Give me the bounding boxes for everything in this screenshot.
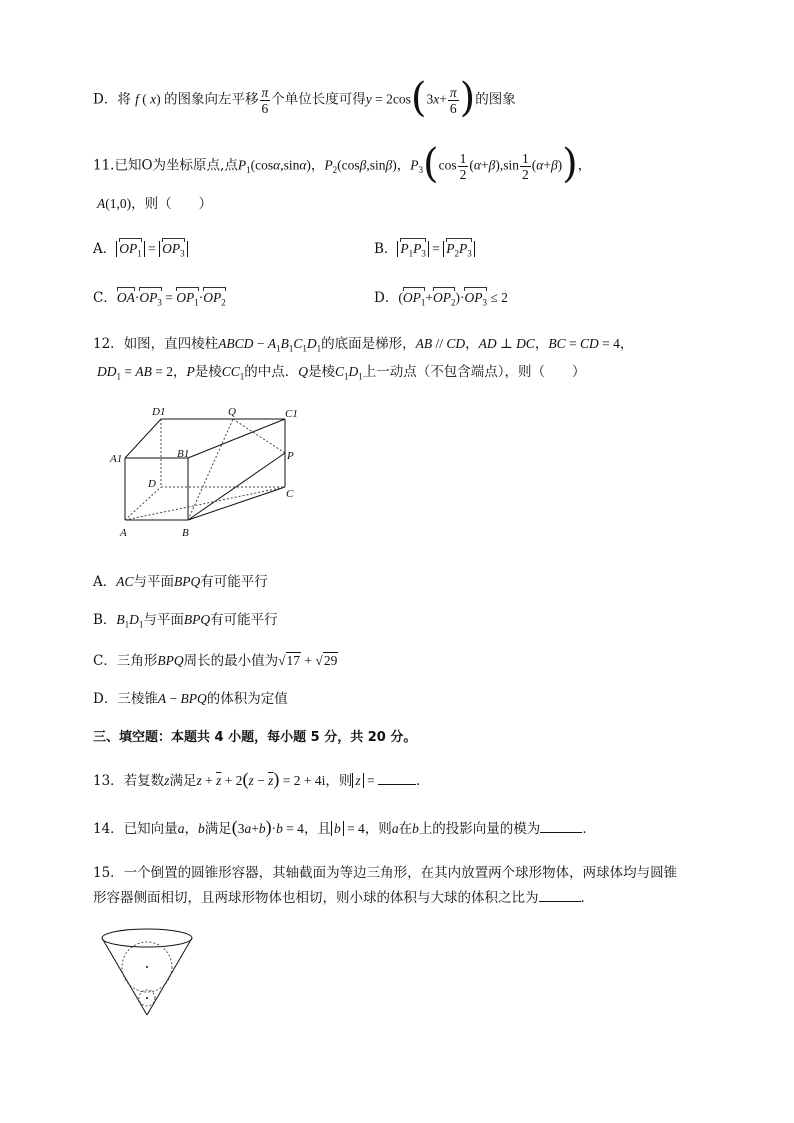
text: 将 [117,91,131,108]
edge-qp [233,419,285,453]
label-q: Q [228,406,236,418]
q13: 13．若复数z满足$z + \overline{z} + 2(z - \overline{z}) = 2 + 4i$，则 z = ． [93,769,430,789]
q15-line1: 15．一个倒置的圆锥形容器，其轴截面为等边三角形，在其内放置两个球形物体，两球体均与圆锥 [93,865,678,881]
q11-stem: 11.已知O为坐标原点,点$P_1(\cos\alpha,\sin\alpha)$，$P_2(\cos\beta,\sin\beta)$，$P_3(\cos$ $\frac{1}{2}$ (α+β),sin $\frac{1}{2}$ (α+β))， [93,141,592,187]
text: 的图象 [475,91,516,108]
q12-stem-cont: $DD_1$ = AB = 2，P是棱$CC_1$的中点．Q是棱$C_1D_1$上一动点（不包含端点），则（ ） [97,364,586,382]
q12-stem: 12．如图，直四棱柱ABCD − $A_1B_1C_1D_1$的底面是梯形，AB // CD，AD ⊥ DC，BC = CD = 4， [93,336,634,354]
section-3-title: 三、填空题：本题共 4 小题，每小题 5 分，共 20 分。 [93,730,417,745]
q10-option-d: D．将 f ( x) 的图象向左平移 $\frac{\pi}{6}$ 个单位长度可得y = 2cos(3x+ $\frac{\pi}{6}$ )的图象 [93,75,516,121]
label-a: A [120,527,127,539]
q11-option-c: C．$OA\cdot OP_3 = OP_1\cdot OP_2$ [93,290,226,308]
label-a1: A1 [110,453,123,465]
q15-line2: 形容器侧面相切，且两球形物体也相切，则小球的体积与大球的体积之比为 ． [93,890,594,906]
q14: 14．已知向量a，b满足(3a+b)·b = 4，且 b = 4，则a在b上的投影向量的模为 ． [93,817,596,837]
label-c: C [286,488,294,500]
prism-figure [105,405,315,545]
q12-option-d: D．三棱锥A − BPQ的体积为定值 [93,691,288,707]
cone-left-side [102,938,147,1015]
cone-figure [100,922,200,1020]
q12-option-b: B．$B_1D_1$与平面BPQ有可能平行 [93,612,278,630]
text: 个单位长度可得 [271,91,366,108]
label-d: D [148,478,156,490]
label-c1: C1 [285,408,298,420]
small-sphere-center [146,997,148,999]
text: 的图象向左平移 [164,91,259,108]
q12-option-c: C．三角形BPQ周长的最小值为√17 + √29 [93,653,338,669]
label-d1: D1 [152,406,166,418]
edge-ad [125,487,161,520]
q11-stem-cont: A(1,0)，则（ ） [97,196,213,212]
cone-rim [102,929,192,947]
q12-option-a: A．AC与平面BPQ有可能平行 [93,574,268,590]
large-sphere-center [146,966,148,968]
edge-ac [125,487,285,520]
edge-a1d1 [125,419,161,458]
q11-option-a: A． $OP_1 = OP_3$ [93,237,188,259]
edge-bc [188,487,285,520]
label-b: B [182,527,189,539]
option-label: D． [93,91,118,108]
q11-option-d: D．$(OP_1+OP_2)\cdot OP_3 \le 2$ [374,290,508,308]
label-p: P [287,450,294,462]
cone-right-side [147,938,192,1015]
edge-b1c1 [188,419,285,458]
q11-option-b: B． $P_1P_3 = P_2P_3$ [374,237,475,259]
label-b1: B1 [177,448,190,460]
fraction: $\frac{\pi}{6}$ [261,84,269,116]
